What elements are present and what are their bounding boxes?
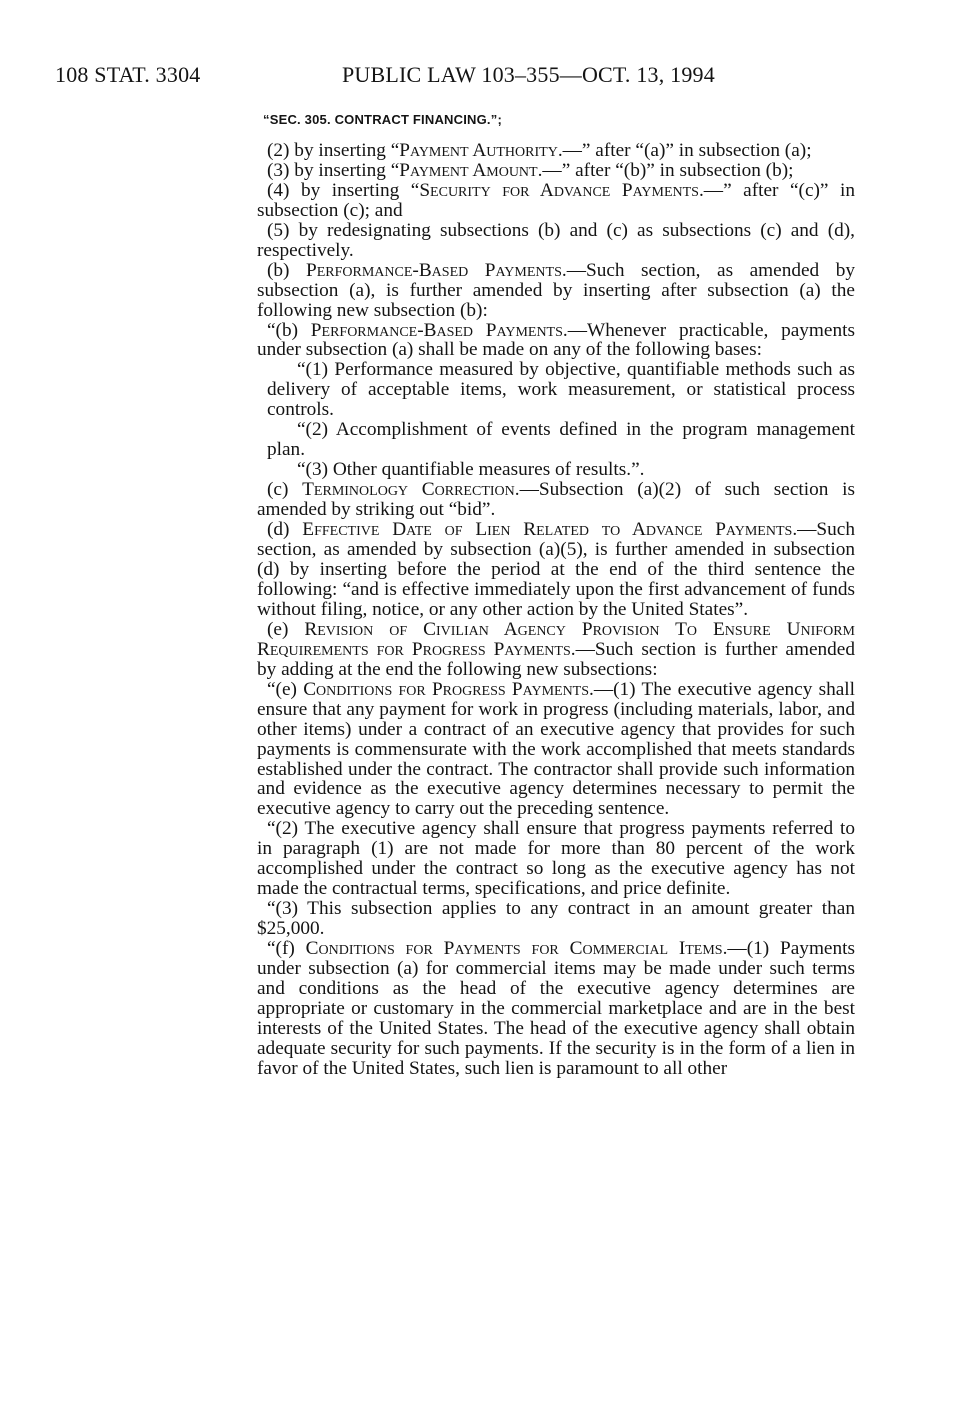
public-law-reference: PUBLIC LAW 103–355—OCT. 13, 1994 xyxy=(342,62,715,87)
subsection-d-lien: (d) Effective Date of Lien Related to Advance Payments.—Such section, as amended by subsection (a)(5), is further amended in subsection (d) by inserting before the period at the end of the third sentence the following: “and is effective immediately upon the first advancement of funds without filing, notice, or any other action by the United States”. xyxy=(257,519,855,620)
paragraph-2: (2) by inserting “Payment Authority.—” after “(a)” in subsection (a); xyxy=(267,139,812,161)
subsection-e-conditions-1: “(e) Conditions for Progress Payments.—(1) The executive agency shall ensure that any payment for work in progress (including materials, labor, and other items) under a contract of an executive agency that provides for such payments is commensurate with the work accomplished that meets standards established under the contract. The contractor shall provide such information and evidence as the executive agency determines necessary to permit the executive agency to carry out the preceding sentence. xyxy=(257,678,855,820)
basis-3: “(3) Other quantifiable measures of results.”. xyxy=(297,459,645,481)
basis-2: “(2) Accomplishment of events defined in the program management plan. xyxy=(267,419,855,461)
subsection-c-terminology: (c) Terminology Correction.—Subsection (a)(2) of such section is amended by striking out “bid”. xyxy=(257,479,855,521)
section-heading: “SEC. 305. CONTRACT FINANCING.”; xyxy=(263,112,502,127)
paragraph-3: (3) by inserting “Payment Amount.—” after “(b)” in subsection (b); xyxy=(267,159,794,181)
page-header xyxy=(55,62,755,90)
basis-1: “(1) Performance measured by objective, quantifiable methods such as delivery of acceptable items, work measurement, or statistical process controls. xyxy=(267,359,855,421)
subsection-e-revision: (e) Revision of Civilian Agency Provision To Ensure Uniform Requirements for Progress Payments.—Such section is further amended by adding at the end the following new subsections: xyxy=(257,618,855,680)
subsection-b-amendment: (b) Performance-Based Payments.—Such section, as amended by subsection (a), is further amended by inserting after subsection (a) the following new subsection (b): xyxy=(257,259,855,321)
statute-text-block xyxy=(257,110,855,1079)
subsection-e-conditions-2: “(2) The executive agency shall ensure that progress payments referred to in paragraph (1) are not made for more than 80 percent of the work accomplished under the contract so long as the executive agency has not made the contractual terms, specifications, and price definite. xyxy=(257,818,855,900)
paragraph-5: (5) by redesignating subsections (b) and (c) as subsections (c) and (d), respectively. xyxy=(257,219,855,261)
subsection-e-conditions-3: “(3) This subsection applies to any contract in an amount greater than $25,000. xyxy=(257,898,855,940)
subsection-b-text: “(b) Performance-Based Payments.—Whenever practicable, payments under subsection (a) shall be made on any of the following bases: xyxy=(257,319,855,361)
statute-page-reference: 108 STAT. 3304 xyxy=(55,62,201,87)
paragraph-4: (4) by inserting “Security for Advance Payments.—” after “(c)” in subsection (c); and xyxy=(257,179,856,221)
subsection-f-commercial-items: “(f) Conditions for Payments for Commercial Items.—(1) Payments under subsection (a) for commercial items may be made under such terms and conditions as the head of the executive agency determines are appropriate or customary in the commercial marketplace and are in the best interests of the United States. The head of the executive agency shall obtain adequate security for such payments. If the security is in the form of a lien in favor of the United States, such lien is paramount to all other xyxy=(257,938,855,1079)
